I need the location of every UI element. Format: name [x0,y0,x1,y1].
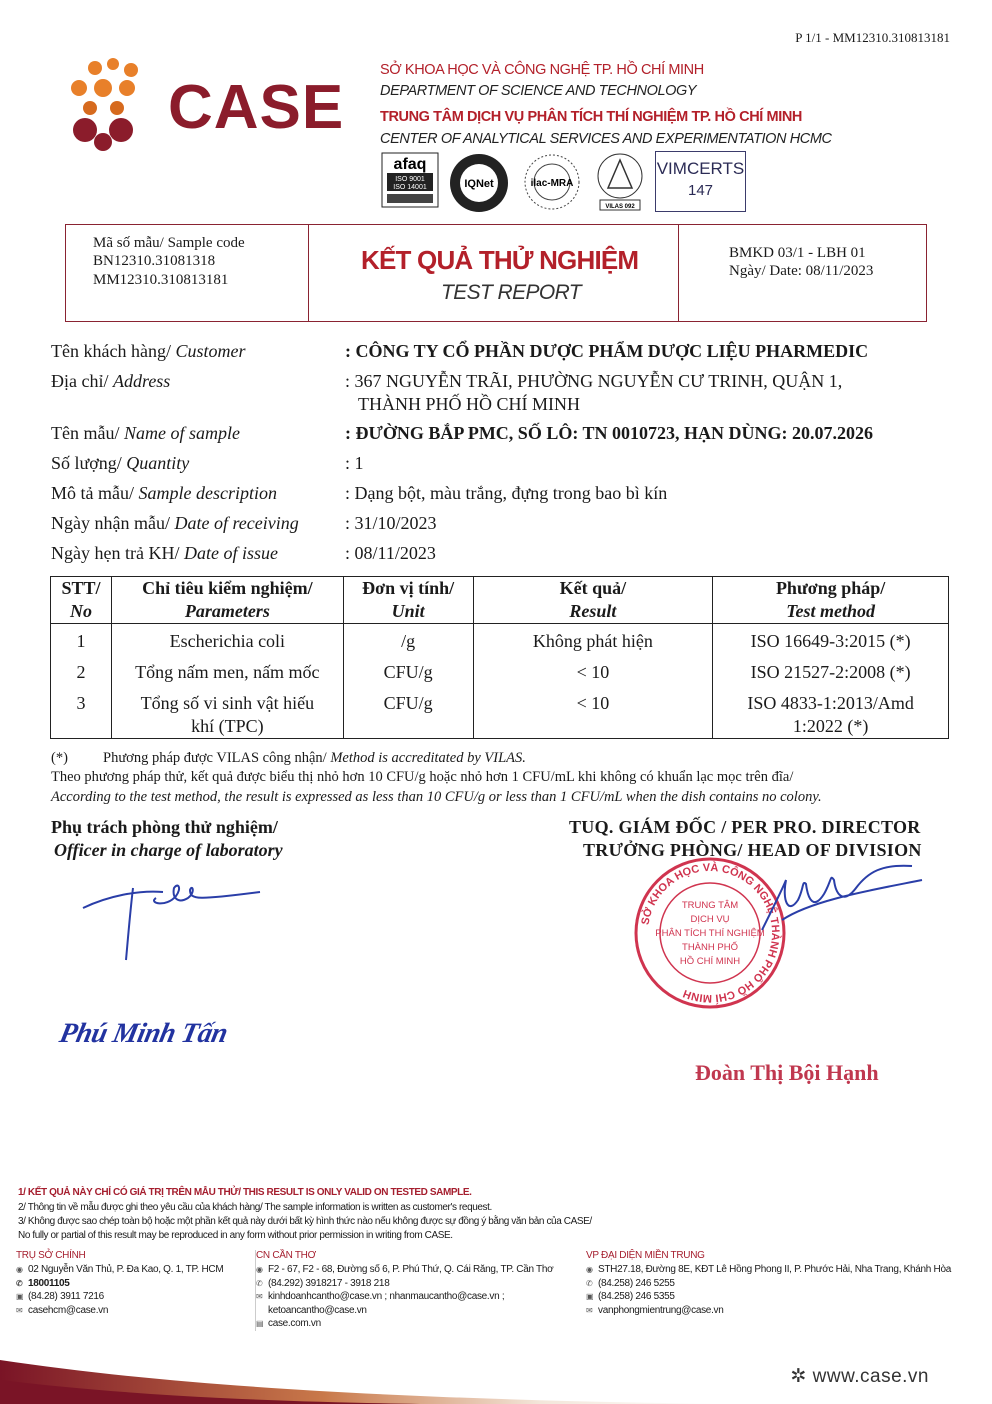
phone-icon: ✆ [256,1278,263,1288]
vilas-cert-icon [592,152,648,212]
hq-phone: (84.28) 3911 7216 [28,1291,104,1302]
hq-title: TRỤ SỞ CHÍNH [16,1250,86,1261]
row-parameter: Tổng nấm men, nấm mốc [111,653,343,684]
row-unit: CFU/g [343,653,473,684]
form-code: BMKD 03/1 - LBH 01 [729,245,866,261]
center-vn: TRUNG TÂM DỊCH VỤ PHÂN TÍCH THÍ NGHIỆM TP. HỒ CHÍ MINH [380,109,802,125]
afaq-iso1: ISO 9001 [395,176,425,183]
quantity-label: Số lượng/ Quantity [51,453,190,473]
email-icon: ✉ [586,1305,593,1315]
center-en: CENTER OF ANALYTICAL SERVICES AND EXPERIMENTATION HCMC [380,131,832,147]
row-result: < 10 [473,684,713,739]
ilac-label: ilac-MRA [530,178,574,189]
customer-value: : CÔNG TY CỔ PHẦN DƯỢC PHẨM DƯỢC LIỆU PHARMEDIC [345,341,869,361]
footer-hq [16,1250,246,1317]
row-result: Không phát hiện [473,624,713,654]
footer-note-1: 1/ KẾT QUẢ NÀY CHỈ CÓ GIÁ TRỊ TRÊN MẪU THỬ/ THIS RESULT IS ONLY VALID ON TESTED SAMPLE. [18,1187,472,1198]
accreditation-note: (*) Phương pháp được VILAS công nhận/ Method is accreditated by VILAS. [51,750,526,766]
hq-hotline: 18001105 [28,1277,70,1289]
method-note-en: According to the test method, the result is expressed as less than 10 CFU/g or less than 1 CFU/mL when the dish contains no colony. [51,789,822,805]
report-date: Ngày/ Date: 08/11/2023 [729,263,874,279]
director-signature-icon [752,860,932,940]
row-method: ISO 4833-1:2013/Amd 1:2022 (*) [713,684,949,739]
header-parameters: Chỉ tiêu kiểm nghiệm/ Parameters [111,577,343,624]
footer-central [586,1250,976,1317]
row-no: 3 [51,684,112,739]
results-table [50,576,949,739]
table-header-row [51,577,949,624]
description-value: : Dạng bột, màu trắng, đựng trong bao bì kín [345,483,668,503]
director-title: TUQ. GIÁM ĐỐC / PER PRO. DIRECTOR [569,817,921,837]
header-unit: Đơn vị tính/ Unit [343,577,473,624]
hq-email: casehcm@case.vn [28,1304,109,1316]
logo-text: CASE [168,73,345,142]
officer-signature-icon [78,868,268,968]
row-method: ISO 21527-2:2008 (*) [713,653,949,684]
location-icon: ◉ [586,1265,593,1274]
vimcerts-title: VIMCERTS [656,159,745,178]
table-row [51,684,949,739]
stamp-line: THÀNH PHỐ [682,942,738,953]
hq-address: 02 Nguyễn Văn Thủ, P. Đa Kao, Q. 1, TP. HCM [28,1264,224,1275]
row-unit: /g [343,624,473,654]
row-method: ISO 16649-3:2015 (*) [713,624,949,654]
method-note-vn: Theo phương pháp thử, kết quả được biểu thị nhỏ hơn 10 CFU/g hoặc nhỏ hơn 1 CFU/mL khi không có khuẩn lạc mọc trên đĩa/ [51,769,794,785]
report-header-box [65,224,927,322]
address-value-2: THÀNH PHỐ HỒ CHÍ MINH [358,394,580,414]
cantho-email-1: kinhdoanhcantho@case.vn ; nhanmaucantho@case.vn ; [268,1291,505,1302]
customer-label: Tên khách hàng/ Customer [51,341,246,361]
vimcerts-number: 147 [687,182,714,199]
fax-icon: ▣ [586,1292,594,1301]
cantho-phone: (84.292) 3918217 - 3918 218 [268,1277,390,1289]
vimcerts-badge [655,151,746,212]
central-address: STH27.18, Đường 8E, KĐT Lê Hồng Phong II, P. Phước Hải, Nha Trang, Khánh Hòa [598,1264,951,1275]
stamp-line: TRUNG TÂM [681,900,739,911]
stamp-line: DỊCH VỤ [690,914,730,925]
footer-note-3: 3/ Không được sao chép toàn bộ hoặc một phần kết quả này dưới bất kỳ hình thức nào nếu không được sự đồng ý bằng văn bản của CASE/ [18,1216,592,1227]
vilas-label: VILAS 092 [605,204,635,210]
ilac-mra-icon [522,152,582,212]
cantho-address: F2 - 67, F2 - 68, Đường số 6, P. Phú Thứ, Q. Cái Răng, TP. Cần Thơ [268,1264,554,1275]
description-label: Mô tả mẫu/ Sample description [51,483,277,503]
quantity-value: : 1 [345,453,364,473]
issue-date-value: : 08/11/2023 [345,543,436,563]
address-value-1: : 367 NGUYỄN TRÃI, PHƯỜNG NGUYỄN CƯ TRINH, QUẬN 1, [345,371,843,391]
central-phone-2: (84.258) 246 5355 [598,1291,675,1302]
page-number: P 1/1 - MM12310.310813181 [795,30,950,45]
row-parameter: Tổng số vi sinh vật hiếu khí (TPC) [111,684,343,739]
location-icon: ◉ [16,1265,23,1274]
sample-code-2: MM12310.310813181 [93,272,229,288]
email-icon: ✉ [16,1305,23,1315]
table-row [51,653,949,684]
cantho-web: case.com.vn [268,1318,321,1329]
central-phone-1: (84.258) 246 5255 [598,1277,675,1289]
officer-name: Phú Minh Tấn [56,1018,231,1049]
department-en: DEPARTMENT OF SCIENCE AND TECHNOLOGY [380,83,697,99]
web-icon: ✲ [790,1366,813,1387]
header-no: STT/ No [51,577,112,624]
footer-cantho [255,1250,576,1331]
footer-note-2: 2/ Thông tin về mẫu được ghi theo yêu cầu của khách hàng/ The sample information is written as customer's request. [18,1202,492,1213]
stamp-line: HỒ CHÍ MINH [679,956,741,967]
header-result: Kết quả/ Result [473,577,713,624]
officer-title-vn: Phụ trách phòng thử nghiệm/ [51,817,278,837]
email-icon: ✉ [256,1292,263,1301]
phone-icon: ✆ [586,1278,593,1288]
fax-icon: ▣ [16,1292,24,1301]
department-vn: SỞ KHOA HỌC VÀ CÔNG NGHỆ TP. HỒ CHÍ MINH [380,62,704,78]
sample-code-label: Mã số mẫu/ Sample code [93,235,245,251]
sample-name-value: : ĐƯỜNG BẮP PMC, SỐ LÔ: TN 0010723, HẠN DÙNG: 20.07.2026 [345,423,873,443]
sample-code-1: BN12310.31081318 [93,253,216,269]
iqnet-label: IQNet [464,178,494,190]
phone-icon: ✆ [16,1278,23,1288]
row-result: < 10 [473,653,713,684]
row-unit: CFU/g [343,684,473,739]
issue-date-label: Ngày hẹn trả KH/ Date of issue [51,543,278,563]
header-method: Phương pháp/ Test method [713,577,949,624]
iqnet-cert-icon [448,152,510,214]
receiving-date-label: Ngày nhận mẫu/ Date of receiving [51,513,299,533]
afaq-iso2: ISO 14001 [393,184,427,191]
footer-note-4: No fully or partial of this result may be reproduced in any form without prior permission in writing from CASE. [18,1230,453,1241]
stamp-line: PHÂN TÍCH THÍ NGHIỆM [655,928,765,939]
head-of-division-title: TRƯỞNG PHÒNG/ HEAD OF DIVISION [583,840,922,860]
director-name: Đoàn Thị Bội Hạnh [695,1060,879,1085]
cantho-title: CN CẦN THƠ [256,1250,316,1261]
report-title-vn: KẾT QUẢ THỬ NGHIỆM [361,245,639,275]
report-title-en: TEST REPORT [441,281,582,304]
officer-title-en: Officer in charge of laboratory [54,840,283,860]
cantho-email-2: ketoancantho@case.vn [268,1304,367,1316]
afaq-label: afaq [393,156,427,173]
afaq-cert-icon [381,152,439,208]
sample-name-label: Tên mẫu/ Name of sample [51,423,240,443]
receiving-date-value: : 31/10/2023 [345,513,437,533]
row-no: 2 [51,653,112,684]
row-parameter: Escherichia coli [111,624,343,654]
row-no: 1 [51,624,112,654]
website-link[interactable]: ✲ www.case.vn [790,1366,929,1387]
central-title: VP ĐẠI DIỆN MIỀN TRUNG [586,1250,705,1261]
location-icon: ◉ [256,1265,263,1274]
stamp-ring-text: SỞ KHOA HỌC VÀ CÔNG NGHỆ THÀNH PHỐ HỒ CHÍ MINH [639,861,782,1005]
address-label: Địa chỉ/ Address [51,371,171,391]
table-row [51,624,949,654]
web-icon: ▤ [256,1319,264,1328]
central-email: vanphongmientrung@case.vn [598,1304,724,1316]
